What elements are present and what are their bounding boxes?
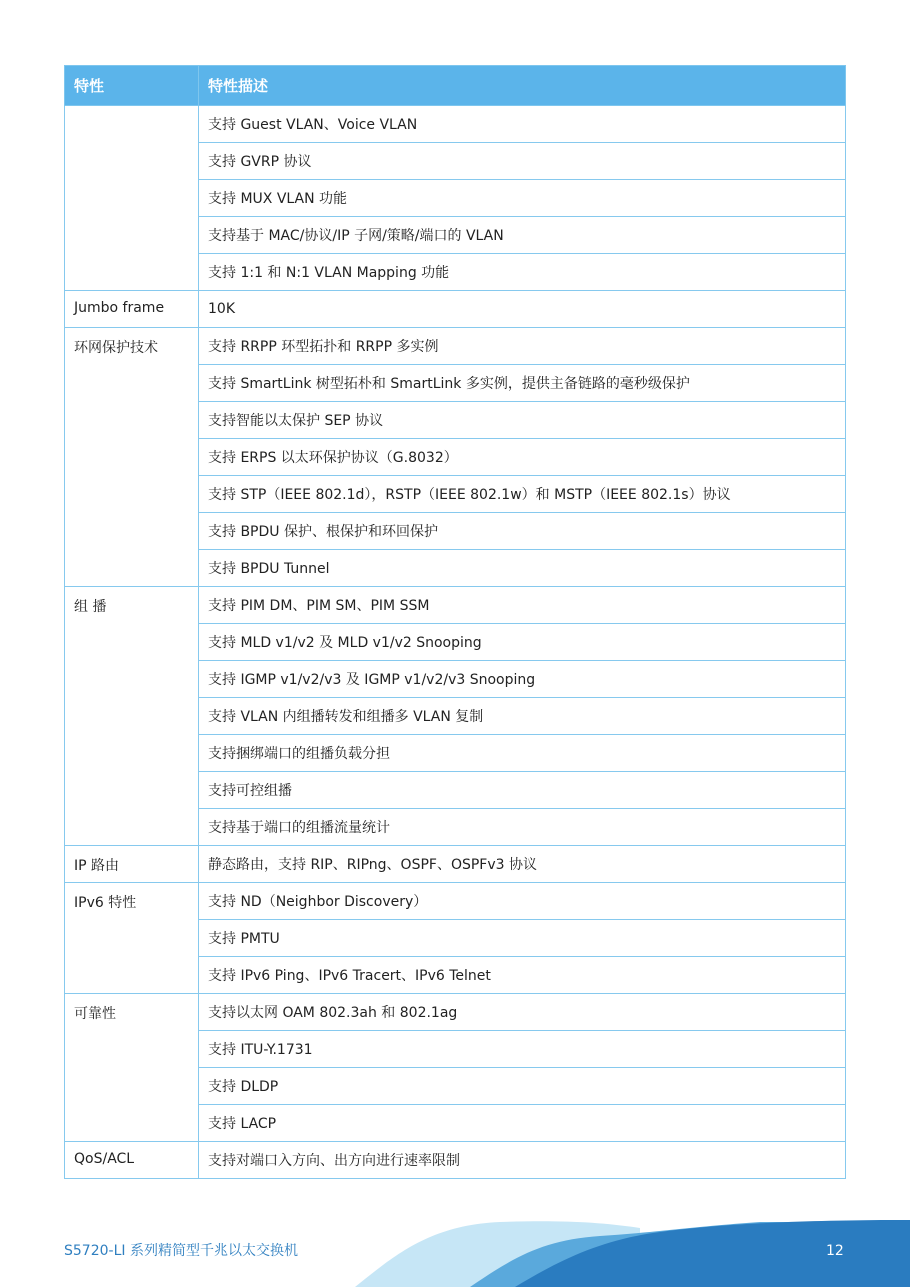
page-number: 12 bbox=[826, 1243, 844, 1259]
feature-cell: IP 路由 bbox=[65, 846, 199, 883]
description-cell: 支持 IGMP v1/v2/v3 及 IGMP v1/v2/v3 Snooping bbox=[199, 661, 846, 698]
description-cell: 支持基于 MAC/协议/IP 子网/策略/端口的 VLAN bbox=[199, 217, 846, 254]
description-cell: 支持可控组播 bbox=[199, 772, 846, 809]
feature-cell: 环网保护技术 bbox=[65, 328, 199, 587]
feature-cell: 组 播 bbox=[65, 587, 199, 846]
feature-cell: IPv6 特性 bbox=[65, 883, 199, 994]
description-cell: 支持 ERPS 以太环保护协议（G.8032） bbox=[199, 439, 846, 476]
table-row bbox=[65, 994, 846, 1031]
description-cell: 支持 Guest VLAN、Voice VLAN bbox=[199, 106, 846, 143]
description-cell: 支持 1:1 和 N:1 VLAN Mapping 功能 bbox=[199, 254, 846, 291]
description-cell: 支持 DLDP bbox=[199, 1068, 846, 1105]
description-cell: 支持 PMTU bbox=[199, 920, 846, 957]
description-cell: 支持 PIM DM、PIM SM、PIM SSM bbox=[199, 587, 846, 624]
table-row bbox=[65, 1142, 846, 1179]
feature-cell: Jumbo frame bbox=[65, 291, 199, 328]
table-row bbox=[65, 106, 846, 143]
feature-cell bbox=[65, 106, 199, 291]
description-cell: 支持智能以太保护 SEP 协议 bbox=[199, 402, 846, 439]
table-row bbox=[65, 883, 846, 920]
description-cell: 支持 MLD v1/v2 及 MLD v1/v2 Snooping bbox=[199, 624, 846, 661]
description-cell: 支持 BPDU Tunnel bbox=[199, 550, 846, 587]
table-header-row bbox=[65, 66, 846, 106]
description-cell: 支持 VLAN 内组播转发和组播多 VLAN 复制 bbox=[199, 698, 846, 735]
footer bbox=[0, 1200, 910, 1287]
table-row bbox=[65, 328, 846, 365]
description-cell: 支持 SmartLink 树型拓朴和 SmartLink 多实例，提供主备链路的毫秒级保护 bbox=[199, 365, 846, 402]
description-cell: 支持捆绑端口的组播负载分担 bbox=[199, 735, 846, 772]
description-cell: 支持 ITU-Y.1731 bbox=[199, 1031, 846, 1068]
header-description: 特性描述 bbox=[199, 66, 846, 106]
description-cell: 支持对端口入方向、出方向进行速率限制 bbox=[199, 1142, 846, 1179]
description-cell: 支持以太网 OAM 802.3ah 和 802.1ag bbox=[199, 994, 846, 1031]
table-row bbox=[65, 846, 846, 883]
table-row bbox=[65, 587, 846, 624]
description-cell: 支持 STP（IEEE 802.1d），RSTP（IEEE 802.1w）和 MSTP（IEEE 802.1s）协议 bbox=[199, 476, 846, 513]
table-body bbox=[65, 106, 846, 1179]
feature-cell: QoS/ACL bbox=[65, 1142, 199, 1179]
description-cell: 支持 IPv6 Ping、IPv6 Tracert、IPv6 Telnet bbox=[199, 957, 846, 994]
description-cell: 支持 GVRP 协议 bbox=[199, 143, 846, 180]
table-row bbox=[65, 291, 846, 328]
spec-table bbox=[64, 65, 846, 1179]
description-cell: 支持 RRPP 环型拓扑和 RRPP 多实例 bbox=[199, 328, 846, 365]
description-cell: 支持 ND（Neighbor Discovery） bbox=[199, 883, 846, 920]
header-feature: 特性 bbox=[65, 66, 199, 106]
description-cell: 支持 BPDU 保护、根保护和环回保护 bbox=[199, 513, 846, 550]
description-cell: 支持基于端口的组播流量统计 bbox=[199, 809, 846, 846]
footer-document-title: S5720-LI 系列精简型千兆以太交换机 bbox=[64, 1243, 298, 1259]
feature-cell: 可靠性 bbox=[65, 994, 199, 1142]
description-cell: 静态路由，支持 RIP、RIPng、OSPF、OSPFv3 协议 bbox=[199, 846, 846, 883]
description-cell: 支持 LACP bbox=[199, 1105, 846, 1142]
description-cell: 10K bbox=[199, 291, 846, 328]
description-cell: 支持 MUX VLAN 功能 bbox=[199, 180, 846, 217]
